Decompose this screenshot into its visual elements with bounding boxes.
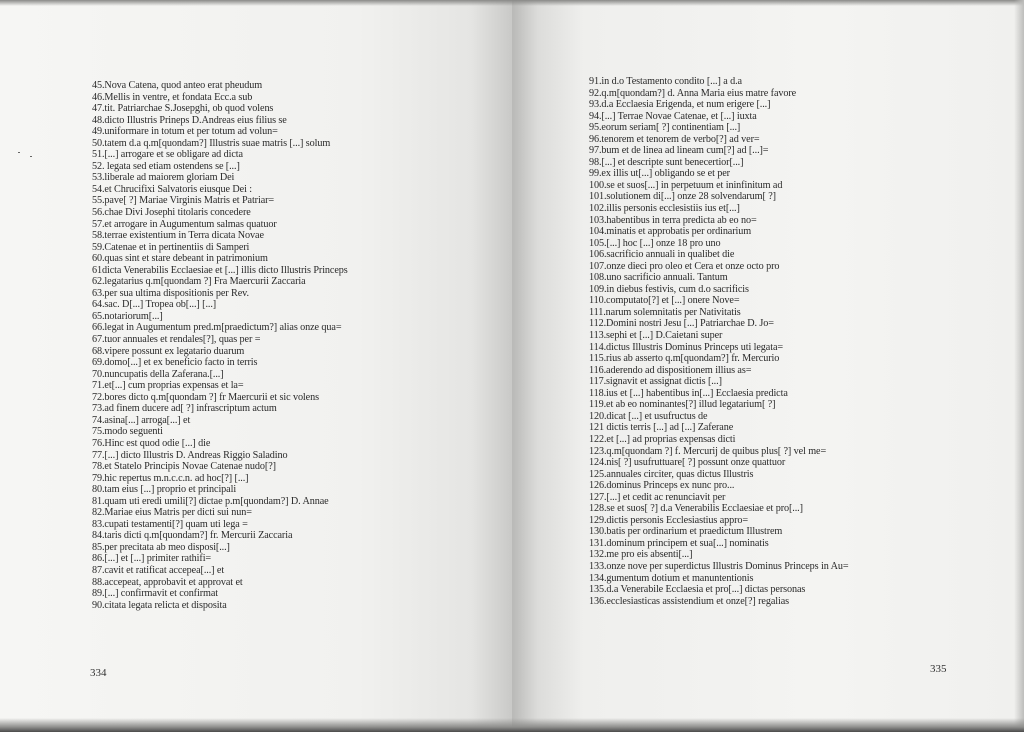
text-line: 128.se et suos[ ?] d.a Venerabilis Ecclaesiae et pro[...] bbox=[589, 503, 803, 515]
text-line: 130.batis per ordinarium et praedictum Illustrem bbox=[589, 526, 783, 538]
text-line: 121 dictis terris [...] ad [...] Zaferane bbox=[589, 422, 734, 434]
text-line: 75.modo seguenti bbox=[92, 426, 163, 438]
text-line: 57.et arrogare in Augumentum salmas quatuor bbox=[92, 218, 277, 230]
text-line: 101.solutionem di[...] onze 28 solvendarum[ ?] bbox=[589, 191, 776, 203]
text-line: 109.in diebus festivis, cum d.o sacrificis bbox=[589, 283, 749, 295]
text-line: 125.annuales circiter, quas dictus Illustris bbox=[589, 468, 754, 480]
text-line: 65.notariorum[...] bbox=[92, 310, 163, 322]
text-line: 90.citata legata relicta et disposita bbox=[92, 599, 227, 611]
text-line: 79.hic repertus m.n.c.c.n. ad hoc[?] [...] bbox=[92, 472, 249, 484]
text-line: 63.per sua ultima dispositionis per Rev. bbox=[92, 287, 249, 299]
text-line: 123.q.m[quondam ?] f. Mercurij de quibus plus[ ?] vel me= bbox=[589, 445, 827, 457]
text-line: 134.gumentum dotium et manuntentionis bbox=[589, 572, 754, 584]
text-line: 69.domo[...] et ex beneficio facto in terris bbox=[92, 357, 258, 369]
text-line: 46.Mellis in ventre, et fondata Ecc.a sub bbox=[92, 91, 253, 103]
text-line: 119.et ab eo nominantes[?] illud legatarium[ ?] bbox=[589, 399, 776, 411]
text-line: 135.d.a Venerabile Ecclaesia et pro[...] dictas personas bbox=[589, 584, 806, 596]
text-line: 133.onze nove per superdictus Illustris Dominus Princeps in Au= bbox=[589, 560, 849, 572]
text-line: 111.narum solemnitatis per Nativitatis bbox=[589, 306, 741, 318]
text-line: 78.et Statelo Principis Novae Catenae nudo[?] bbox=[92, 461, 276, 473]
text-line: 94.[...] Terrae Novae Catenae, et [...] iuxta bbox=[589, 110, 757, 122]
text-line: 105.[...] hoc [...] onze 18 pro uno bbox=[589, 237, 721, 249]
page-number-left: 334 bbox=[90, 667, 107, 679]
text-line: 58.terrae existentium in Terra dicata Novae bbox=[92, 230, 264, 242]
text-line: 64.sac. D[...] Tropea ob[...] [...] bbox=[92, 299, 217, 311]
text-line: 107.onze dieci pro oleo et Cera et onze octo pro bbox=[589, 260, 780, 272]
text-line: 129.dictis personis Ecclesiastius appro= bbox=[589, 514, 749, 526]
text-line: 60.quas sint et stare debeant in patrimonium bbox=[92, 253, 268, 265]
text-line: 83.cupati testamenti[?] quam uti lega = bbox=[92, 518, 248, 530]
text-line: 67.tuor annuales et rendales[?], quas per = bbox=[92, 334, 261, 346]
text-line: 74.asina[...] arroga[...] et bbox=[92, 414, 191, 426]
bottom-edge-shadow bbox=[0, 718, 1024, 732]
text-line: 99.ex illis ut[...] obligando se et per bbox=[589, 168, 730, 180]
page-number-right: 335 bbox=[930, 663, 947, 675]
text-line: 102.illis personis ecclesistiis ius et[...] bbox=[589, 203, 740, 215]
ink-speck bbox=[30, 156, 32, 157]
text-line: 115.rius ab asserto q.m[quondam?] fr. Mercurio bbox=[589, 353, 780, 365]
text-line: 45.Nova Catena, quod anteo erat pheudum bbox=[92, 80, 263, 91]
text-line: 59.Catenae et in pertinentiis di Samperi bbox=[92, 241, 250, 253]
text-line: 84.taris dicti q.m[quondam?] fr. Mercurii Zaccaria bbox=[92, 530, 293, 542]
text-line: 103.habentibus in terra predicta ab eo no= bbox=[589, 214, 757, 226]
ink-speck bbox=[18, 152, 20, 153]
text-line: 72.bores dicto q.m[quondam ?] fr Maercurii et sic volens bbox=[92, 391, 319, 403]
text-line: 82.Mariae eius Matris per dicti sui nun= bbox=[92, 507, 252, 519]
text-line: 50.tatem d.a q.m[quondam?] Illustris suae matris [...] solum bbox=[92, 137, 331, 149]
text-line: 117.signavit et assignat dictis [...] bbox=[589, 376, 722, 388]
text-line: 100.se et suos[...] in perpetuum et ininfinitum ad bbox=[589, 179, 783, 191]
text-line: 131.dominum principem et sua[...] nominatis bbox=[589, 537, 769, 549]
text-line: 96.tenorem et tenorem de verbo[?] ad ver= bbox=[589, 133, 760, 145]
text-line: 85.per precitata ab meo disposi[...] bbox=[92, 541, 230, 553]
text-line: 127.[...] et cedit ac renunciavit per bbox=[589, 491, 726, 503]
right-page bbox=[512, 0, 1024, 732]
text-line: 89.[...] confirmavit et confirmat bbox=[92, 588, 218, 600]
text-line: 81.quam uti eredi umili[?] dictae p.m[quondam?] D. Annae bbox=[92, 495, 329, 507]
text-line: 80.tam eius [...] proprio et principali bbox=[92, 484, 237, 496]
text-line: 97.bum et de linea ad lineam cum[?] ad [...]= bbox=[589, 145, 769, 157]
text-line: 93.d.a Ecclaesia Erigenda, et num erigere [...] bbox=[589, 99, 771, 111]
text-line: 71.et[...] cum proprias expensas et la= bbox=[92, 380, 244, 392]
text-line: 49.uniformare in totum et per totum ad volun= bbox=[92, 126, 278, 138]
text-line: 114.dictus Illustris Dominus Princeps uti legata= bbox=[589, 341, 784, 353]
text-line: 120.dicat [...] et usufructus de bbox=[589, 410, 708, 422]
text-line: 77.[...] dicto Illustris D. Andreas Riggio Saladino bbox=[92, 449, 288, 461]
text-line: 98.[...] et descripte sunt benecertior[...] bbox=[589, 156, 744, 168]
text-line: 87.cavit et ratificat accepea[...] et bbox=[92, 564, 225, 576]
text-line: 126.dominus Princeps ex nunc pro... bbox=[589, 480, 735, 492]
text-line: 92.q.m[quondam?] d. Anna Maria eius matre favore bbox=[589, 87, 797, 99]
text-line: 68.vipere possunt ex legatario duarum bbox=[92, 345, 245, 357]
text-line: 88.accepeat, approbavit et approvat et bbox=[92, 576, 243, 588]
text-line: 108.uno sacrificio annuali. Tantum bbox=[589, 272, 728, 284]
text-line: 122.et [...] ad proprias expensas dicti bbox=[589, 433, 736, 445]
text-line: 51.[...] arrogare et se obligare ad dicta bbox=[92, 149, 243, 161]
text-line: 136.ecclesiasticas assistendium et onze[?] regalias bbox=[589, 595, 789, 607]
text-line: 113.sephi et [...] D.Caietani super bbox=[589, 330, 723, 342]
text-line: 47.tit. Patriarchae S.Josepghi, ob quod volens bbox=[92, 103, 274, 115]
text-line: 118.ius et [...] habentibus in[...] Ecclaesia predicta bbox=[589, 387, 788, 399]
text-line: 106.sacrificio annuali in qualibet die bbox=[589, 249, 735, 261]
text-line: 61dicta Venerabilis Ecclaesiae et [...] illis dicto Illustris Princeps bbox=[92, 264, 348, 276]
text-line: 70.nuncupatis della Zaferana.[...] bbox=[92, 368, 224, 380]
text-line: 48.dicto Illustris Prineps D.Andreas eius filius se bbox=[92, 114, 287, 126]
text-line: 110.computato[?] et [...] onere Nove= bbox=[589, 295, 740, 307]
right-edge-shadow bbox=[1014, 0, 1024, 732]
text-line: 52. legata sed etiam ostendens se [...] bbox=[92, 160, 240, 172]
text-line: 73.ad finem ducere ad[ ?] infrascriptum actum bbox=[92, 403, 277, 415]
text-line: 62.legatarius q.m[quondam ?] Fra Maercurii Zaccaria bbox=[92, 276, 306, 288]
text-line: 132.me pro eis absenti[...] bbox=[589, 549, 693, 561]
text-line: 112.Domini nostri Jesu [...] Patriarchae D. Jo= bbox=[589, 318, 774, 330]
text-line: 56.chae Divi Josephi titolaris concedere bbox=[92, 207, 251, 219]
text-line: 116.aderendo ad dispositionem illius as= bbox=[589, 364, 752, 376]
text-line: 76.Hinc est quod odie [...] die bbox=[92, 437, 211, 449]
text-line: 54.et Chrucifixi Salvatoris eiusque Dei : bbox=[92, 183, 252, 195]
left-text-lines bbox=[92, 80, 348, 611]
text-line: 53.liberale ad maiorem gloriam Dei bbox=[92, 172, 235, 184]
text-line: 95.eorum seriam[ ?] continentiam [...] bbox=[589, 122, 741, 134]
text-line: 55.pave[ ?] Mariae Virginis Matris et Patriar= bbox=[92, 195, 275, 207]
text-line: 104.minatis et approbatis per ordinarium bbox=[589, 226, 752, 238]
text-line: 91.in d.o Testamento condito [...] a d.a bbox=[589, 76, 742, 87]
right-text-lines bbox=[589, 76, 848, 607]
text-line: 66.legat in Augumentum pred.m[praedictum?] alias onze qua= bbox=[92, 322, 342, 334]
text-line: 86.[...] et [...] primiter rathifi= bbox=[92, 553, 212, 565]
text-line: 124.nis[ ?] usufruttuare[ ?] possunt onze quattuor bbox=[589, 457, 786, 469]
top-edge-shadow bbox=[0, 0, 1024, 6]
